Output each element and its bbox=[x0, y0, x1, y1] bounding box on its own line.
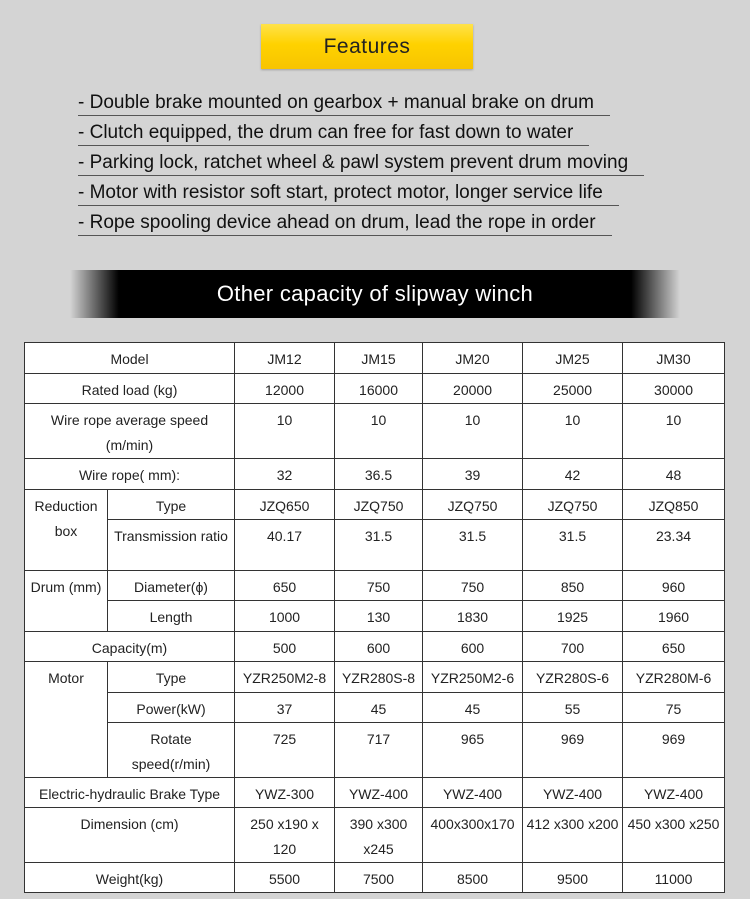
table-cell: JZQ750 bbox=[523, 490, 623, 520]
table-row bbox=[25, 571, 725, 601]
table-cell: 31.5 bbox=[523, 520, 623, 571]
table-cell: 1960 bbox=[623, 601, 725, 632]
table-cell: 37 bbox=[235, 693, 335, 723]
table-cell: 10 bbox=[423, 404, 523, 459]
table-cell: 960 bbox=[623, 571, 725, 601]
table-row bbox=[25, 693, 725, 723]
table-cell: 250 x190 x 120 bbox=[235, 808, 335, 863]
table-cell: YWZ-300 bbox=[235, 778, 335, 808]
table-cell: 48 bbox=[623, 459, 725, 490]
table-cell: YZR280S-8 bbox=[335, 662, 423, 693]
table-cell: 10 bbox=[623, 404, 725, 459]
table-cell: YWZ-400 bbox=[623, 778, 725, 808]
table-cell: 8500 bbox=[423, 863, 523, 893]
table-row bbox=[25, 343, 725, 374]
table-cell: 31.5 bbox=[423, 520, 523, 571]
row-label: Wire rope average speed (m/min) bbox=[25, 404, 235, 459]
table-cell: 7500 bbox=[335, 863, 423, 893]
table-cell: 400x300x170 bbox=[423, 808, 523, 863]
feature-item: - Rope spooling device ahead on drum, lead the rope in order bbox=[78, 211, 662, 241]
group-label: Reduction box bbox=[25, 490, 108, 571]
table-row bbox=[25, 601, 725, 632]
feature-item: - Parking lock, ratchet wheel & pawl system prevent drum moving bbox=[78, 151, 662, 181]
table-cell: YZR250M2-6 bbox=[423, 662, 523, 693]
features-title: Features bbox=[261, 24, 473, 69]
model-cell: JM15 bbox=[335, 343, 423, 374]
row-label: Electric-hydraulic Brake Type bbox=[25, 778, 235, 808]
table-cell: 390 x300 x245 bbox=[335, 808, 423, 863]
table-cell: 130 bbox=[335, 601, 423, 632]
model-cell: JM12 bbox=[235, 343, 335, 374]
row-label: Weight(kg) bbox=[25, 863, 235, 893]
table-cell: 5500 bbox=[235, 863, 335, 893]
table-cell: 450 x300 x250 bbox=[623, 808, 725, 863]
capacity-banner: Other capacity of slipway winch bbox=[70, 270, 680, 318]
table-cell: 412 x300 x200 bbox=[523, 808, 623, 863]
feature-list bbox=[78, 91, 662, 241]
table-cell: 30000 bbox=[623, 374, 725, 404]
table-cell: 650 bbox=[623, 632, 725, 662]
model-cell: JM20 bbox=[423, 343, 523, 374]
table-cell: 45 bbox=[335, 693, 423, 723]
table-row bbox=[25, 723, 725, 778]
table-cell: YZR280M-6 bbox=[623, 662, 725, 693]
row-label: Type bbox=[108, 490, 235, 520]
table-cell: 969 bbox=[623, 723, 725, 778]
table-row bbox=[25, 404, 725, 459]
table-cell: YZR250M2-8 bbox=[235, 662, 335, 693]
row-label: Wire rope( mm): bbox=[25, 459, 235, 490]
table-cell: 965 bbox=[423, 723, 523, 778]
table-row bbox=[25, 662, 725, 693]
table-cell: 9500 bbox=[523, 863, 623, 893]
row-label: Dimension (cm) bbox=[25, 808, 235, 863]
table-cell: 36.5 bbox=[335, 459, 423, 490]
table-cell: 969 bbox=[523, 723, 623, 778]
row-label: Transmission ratio bbox=[108, 520, 235, 571]
row-label: Rated load (kg) bbox=[25, 374, 235, 404]
table-cell: 600 bbox=[335, 632, 423, 662]
table-cell: 750 bbox=[423, 571, 523, 601]
table-cell: 650 bbox=[235, 571, 335, 601]
table-cell: JZQ750 bbox=[423, 490, 523, 520]
table-cell: 39 bbox=[423, 459, 523, 490]
table-cell: YWZ-400 bbox=[523, 778, 623, 808]
table-cell: 25000 bbox=[523, 374, 623, 404]
table-cell: 10 bbox=[235, 404, 335, 459]
group-label: Drum (mm) bbox=[25, 571, 108, 632]
table-row bbox=[25, 808, 725, 863]
table-row bbox=[25, 863, 725, 893]
table-row bbox=[25, 459, 725, 490]
table-cell: 10 bbox=[335, 404, 423, 459]
group-label: Motor bbox=[25, 662, 108, 778]
table-cell: 16000 bbox=[335, 374, 423, 404]
row-label: Length bbox=[108, 601, 235, 632]
table-cell: 850 bbox=[523, 571, 623, 601]
feature-item: - Motor with resistor soft start, protect motor, longer service life bbox=[78, 181, 662, 211]
table-cell: JZQ650 bbox=[235, 490, 335, 520]
table-cell: 750 bbox=[335, 571, 423, 601]
table-cell: 500 bbox=[235, 632, 335, 662]
table-cell: 45 bbox=[423, 693, 523, 723]
table-cell: 20000 bbox=[423, 374, 523, 404]
row-label: Power(kW) bbox=[108, 693, 235, 723]
table-cell: YWZ-400 bbox=[423, 778, 523, 808]
table-cell: JZQ750 bbox=[335, 490, 423, 520]
table-cell: 1000 bbox=[235, 601, 335, 632]
table-cell: 1925 bbox=[523, 601, 623, 632]
table-row bbox=[25, 520, 725, 571]
table-row bbox=[25, 374, 725, 404]
table-row bbox=[25, 632, 725, 662]
table-cell: 12000 bbox=[235, 374, 335, 404]
table-cell: YZR280S-6 bbox=[523, 662, 623, 693]
row-label: Model bbox=[25, 343, 235, 374]
table-row bbox=[25, 778, 725, 808]
table-cell: 31.5 bbox=[335, 520, 423, 571]
model-cell: JM30 bbox=[623, 343, 725, 374]
row-label: Type bbox=[108, 662, 235, 693]
table-cell: 40.17 bbox=[235, 520, 335, 571]
table-cell: 55 bbox=[523, 693, 623, 723]
table-cell: 600 bbox=[423, 632, 523, 662]
table-cell: 75 bbox=[623, 693, 725, 723]
table-cell: JZQ850 bbox=[623, 490, 725, 520]
table-cell: 32 bbox=[235, 459, 335, 490]
table-cell: 10 bbox=[523, 404, 623, 459]
row-label: Rotate speed(r/min) bbox=[108, 723, 235, 778]
table-cell: 700 bbox=[523, 632, 623, 662]
row-label: Diameter(ϕ) bbox=[108, 571, 235, 601]
feature-item: - Double brake mounted on gearbox + manual brake on drum bbox=[78, 91, 662, 121]
table-cell: 1830 bbox=[423, 601, 523, 632]
model-cell: JM25 bbox=[523, 343, 623, 374]
table-cell: 725 bbox=[235, 723, 335, 778]
table-cell: 11000 bbox=[623, 863, 725, 893]
feature-item: - Clutch equipped, the drum can free for fast down to water bbox=[78, 121, 662, 151]
table-cell: 717 bbox=[335, 723, 423, 778]
spec-table bbox=[24, 342, 725, 893]
row-label: Capacity(m) bbox=[25, 632, 235, 662]
table-cell: YWZ-400 bbox=[335, 778, 423, 808]
table-cell: 42 bbox=[523, 459, 623, 490]
table-cell: 23.34 bbox=[623, 520, 725, 571]
table-row bbox=[25, 490, 725, 520]
